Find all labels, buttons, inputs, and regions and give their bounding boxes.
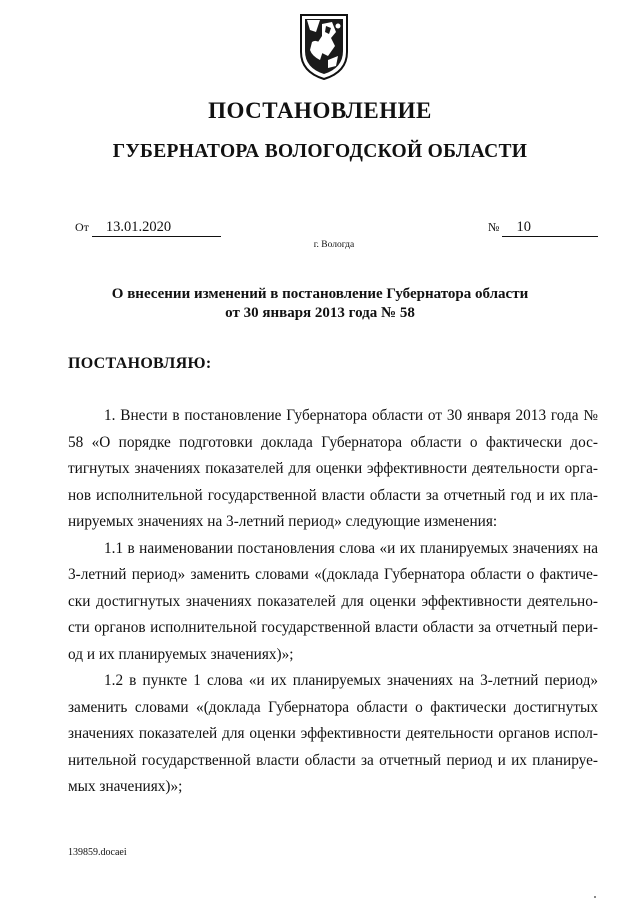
paragraph-1: 1. Внести в постановление Губернатора области от 30 января 2013 года № 58 «О порядке подготовки доклада Губернатора области о фактически достигнутых значениях показателей для оценки эффективности деятельности органов исполнительной государственной власти области за отчетный год и их планируемых значениях на 3-летний период» следующие изменения: — [68, 407, 598, 530]
decree-word: ПОСТАНОВЛЯЮ: — [68, 355, 212, 372]
paragraph-1-2: 1.2 в пункте 1 слова «и их планируемых значениях на 3-летний период» заменить словами «(доклада Губернатора области о фактически достигнутых значениях показателей для оценки эффективности деятельности органов исполнительной государственной власти области за отчетный период и их планируемых значениях)»; — [68, 672, 598, 795]
date-prefix: От — [75, 220, 89, 234]
city-label: г. Вологда — [313, 240, 355, 250]
number-field — [488, 219, 598, 237]
subject-line-1: О внесении изменений в постановление Губернатора области — [111, 286, 529, 302]
document-title: ПОСТАНОВЛЕНИЕ — [208, 98, 432, 123]
date-value: 13.01.2020 — [92, 219, 221, 237]
paragraph-1-1: 1.1 в наименовании постановления слова «и их планируемых значениях на 3-летний период» заменить словами «(доклада Губернатора области о фактически достигнутых значениях показателей для оценки эффективности деятельности органов исполнительной государственной власти области за отчетный период и их планируемых значениях)»; — [68, 539, 598, 663]
file-code: 139859.docaei — [68, 847, 127, 858]
document-body — [68, 403, 598, 801]
subject-heading — [0, 285, 640, 323]
number-prefix: № — [488, 220, 500, 234]
subject-line-2: от 30 января 2013 года № 58 — [225, 305, 415, 321]
document-issuer: ГУБЕРНАТОРА ВОЛОГОДСКОЙ ОБЛАСТИ — [112, 141, 528, 162]
coat-of-arms-icon — [298, 12, 350, 82]
date-field — [75, 219, 221, 237]
scan-speck — [594, 896, 596, 898]
number-value: 10 — [502, 219, 598, 237]
